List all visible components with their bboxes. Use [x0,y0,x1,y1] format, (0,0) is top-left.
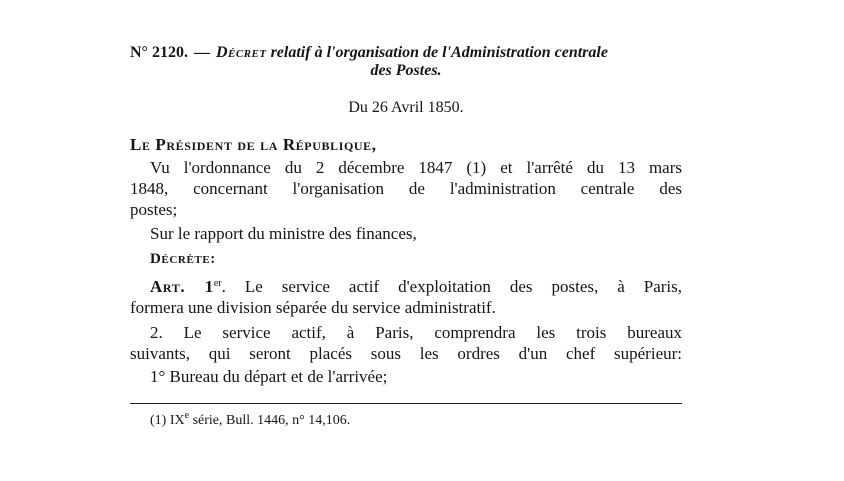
decree-title-line2: des Postes. [370,62,442,79]
footnote-marker: (1) [150,413,170,428]
footnote-series-sup: e [184,410,190,421]
vu-line-2: 1848, concernant l'organisation de l'administration centrale des [130,179,682,198]
footnote-text: série, Bull. 1446, n° 14,106. [189,413,351,428]
decrete-heading: Décrète: [150,251,216,267]
decree-title-rest: relatif à l'organisation de l'Administration centrale [266,44,608,61]
vu-line-1: Vu l'ordonnance du 2 décembre 1847 (1) et l'arrêté du 13 mars [150,158,682,177]
article-1-text: . Le service actif d'exploitation des postes, à Paris, [221,277,682,296]
decree-title-keyword: Décret [215,44,267,61]
decree-title [130,44,682,62]
article-1-sup: er [213,278,222,289]
article-2-line-2: suivants, qui seront placés sous les ordres d'un chef supérieur: [130,344,682,363]
rapport-line: Sur le rapport du ministre des finances, [150,224,417,243]
decree-date: Du 26 Avril 1850. [348,99,464,116]
footnote [150,412,350,430]
footnote-divider [130,403,682,404]
article-1-line-1 [150,276,682,297]
article-2-line-1: 2. Le service actif, à Paris, comprendra les trois bureaux [150,323,682,342]
article-1-label: Art. 1 [150,277,214,296]
title-dash: — [193,44,210,61]
vu-line-3: postes; [130,200,178,219]
footnote-series: IX [169,413,185,428]
article-2-item-1: 1° Bureau du départ et de l'arrivée; [150,367,388,386]
president-heading: Le Président de la République, [130,135,377,154]
decree-number: N° 2120. [130,44,188,61]
article-1-line-2: formera une division séparée du service administratif. [130,298,496,317]
